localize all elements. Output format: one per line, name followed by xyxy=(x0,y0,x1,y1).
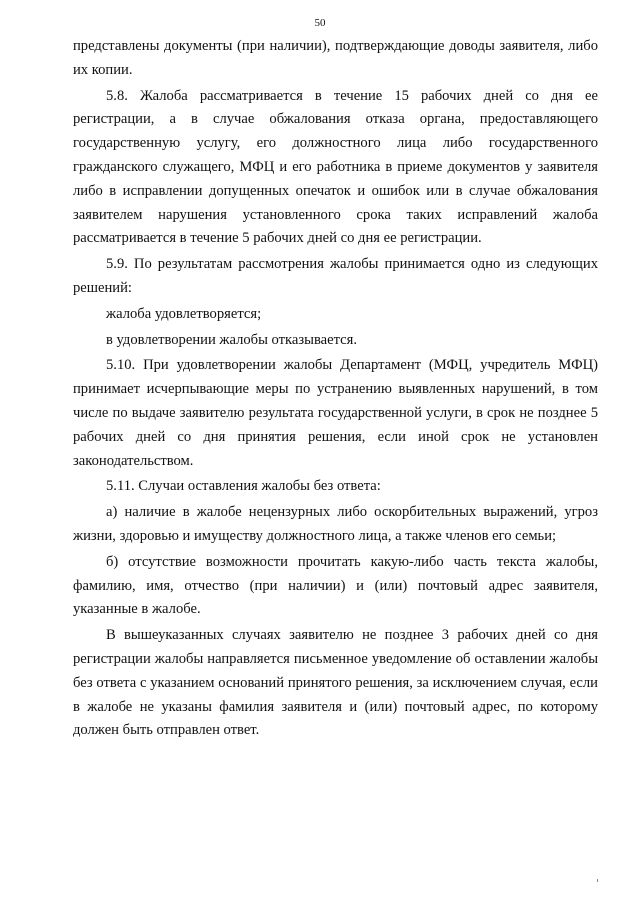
paragraph-5-8: 5.8. Жалоба рассматривается в течение 15 рабочих дней со дня ее регистрации, а в случае обжалования отказа органа, предоставляющего государственную услугу, его должностного лица либо государственного гражданского служащего, МФЦ и его работника в приеме документов у заявителя либо в исправлении допущенных опечаток и ошибок или в случае обжалования заявителем нарушения установленного срока таких исправлений жалоба рассматривается в течение 5 рабочих дней со дня ее регистрации. xyxy=(73,87,598,247)
paragraph-5-11: 5.11. Случаи оставления жалобы без ответа: xyxy=(106,478,381,495)
document-body xyxy=(73,35,598,743)
scan-speck xyxy=(597,879,598,882)
paragraph-5-9: 5.9. По результатам рассмотрения жалобы принимается одно из следующих решений: xyxy=(73,256,598,296)
case-item-b: б) отсутствие возможности прочитать какую-либо часть текста жалобы, фамилию, имя, отчество (при наличии) и (или) почтовый адрес заявителя, указанные в жалобе. xyxy=(73,553,598,618)
page-number: 50 xyxy=(314,17,326,29)
paragraph-5-10: 5.10. При удовлетворении жалобы Департамент (МФЦ, учредитель МФЦ) принимает исчерпывающие меры по устранению выявленных нарушений, в том числе по выдаче заявителю результата государственной услуги, в срок не позднее 5 рабочих дней со дня принятия решения, если иной срок не установлен законодательством. xyxy=(73,357,598,469)
paragraph-continuation: представлены документы (при наличии), подтверждающие доводы заявителя, либо их копии. xyxy=(73,38,598,78)
paragraph-notification: В вышеуказанных случаях заявителю не позднее 3 рабочих дней со дня регистрации жалобы направляется письменное уведомление об оставлении жалобы без ответа с указанием оснований принятого решения, за исключением случая, если в жалобе не указаны фамилия заявителя и (или) почтовый адрес, по которому должен быть отправлен ответ. xyxy=(73,627,598,739)
decision-option-refused: в удовлетворении жалобы отказывается. xyxy=(106,331,358,348)
case-item-a: а) наличие в жалобе нецензурных либо оскорбительных выражений, угроз жизни, здоровью и имуществу должностного лица, а также членов его семьи; xyxy=(73,504,598,544)
decision-option-satisfied: жалоба удовлетворяется; xyxy=(106,305,262,322)
